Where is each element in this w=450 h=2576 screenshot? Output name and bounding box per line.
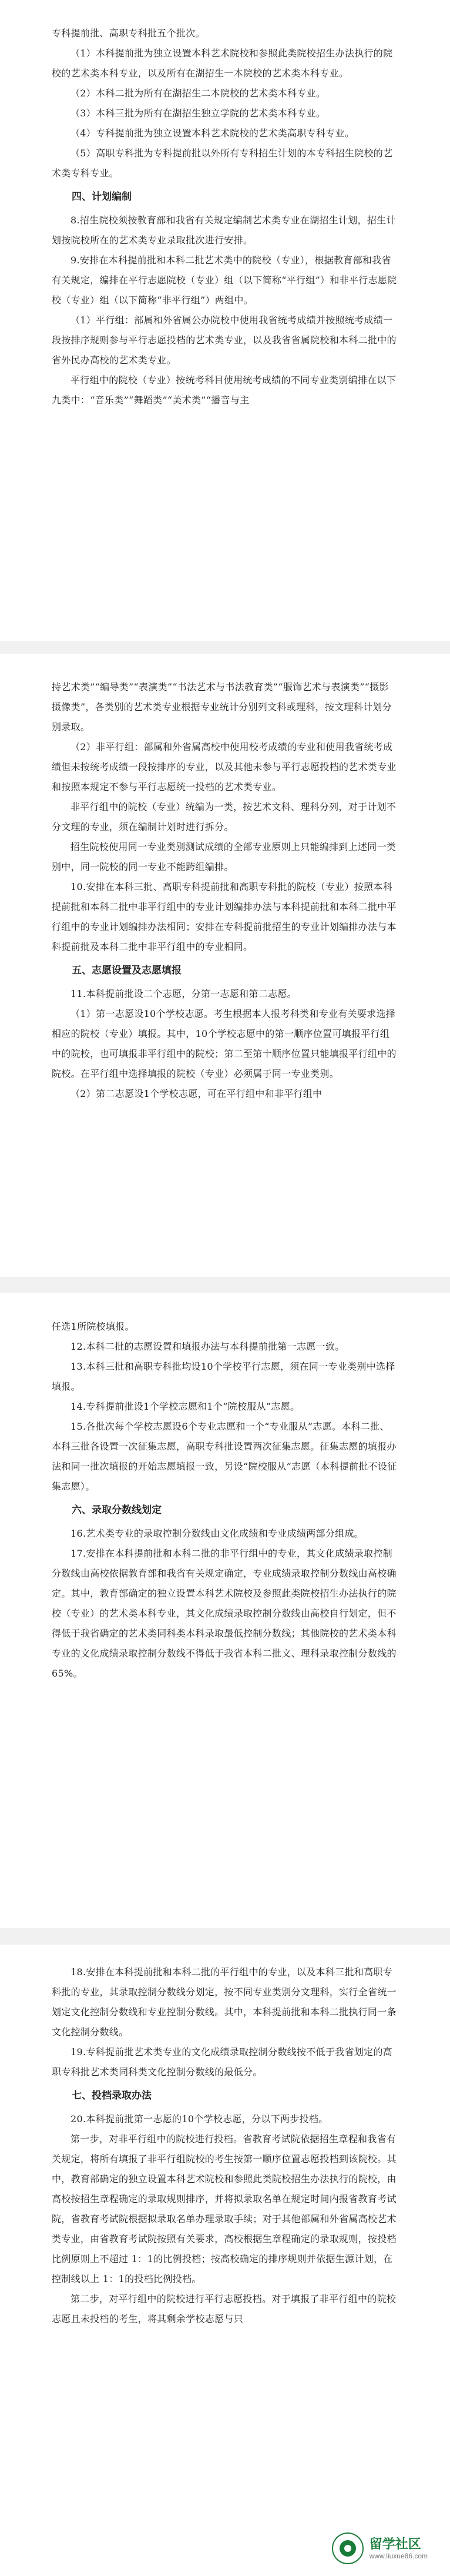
paragraph: 8.招生院校须按教育部和我省有关规定编制艺术类专业在湖招生计划，招生计划按院校所在的艺术类专业录取批次进行安排。 bbox=[52, 215, 396, 246]
paragraph: （5）高职专科批为专科提前批以外所有专科招生计划的本专科招生院校的艺术类专科专业。 bbox=[52, 148, 393, 179]
section-heading: 五、志愿设置及志愿填报 bbox=[72, 965, 182, 976]
paragraph: 13.本科三批和高职专科批均设10个学校平行志愿，须在同一专业类别中选择填报。 bbox=[52, 1361, 395, 1392]
paragraph: 17.安排在本科提前批和本科二批的非平行组中的专业，其文化成绩录取控制分数线由高校依据教育部和我省有关规定确定，专业成绩录取控制分数线由高校确定。其中，教育部确定的独立设置本科艺术院校及参照此类院校招生办法执行的院校（专业）的艺术类本科专业，其文化成绩录取控制分数线由高校自行划定，但不得低于我省确定的艺术类同科类本科录取最低控制分数线；其他院校的艺术类本科专业的文化成绩录取控制分数线不得低于我省本科二批文、理科录取控制分数线的65%。 bbox=[52, 1548, 397, 1679]
page-2-content bbox=[0, 654, 450, 1104]
page-2 bbox=[0, 654, 450, 1277]
page-separator bbox=[0, 641, 450, 654]
page-1-content bbox=[0, 0, 450, 410]
paragraph: 第二步，对平行组中的院校进行平行志愿投档。对于填报了非平行组中的院校志愿且未投档的考生，将其剩余学校志愿与只 bbox=[52, 2293, 397, 2324]
paragraph: （1）平行组：部属和外省属公办院校中使用我省统考成绩并按照统考成绩一段按排序规则参与平行志愿投档的艺术类专业，以及我省省属院校和本科二批中的省外民办高校的艺术类专业。 bbox=[52, 315, 397, 366]
paragraph: 20.本科提前批第一志愿的10个学校志愿，分以下两步投档。 bbox=[70, 2113, 328, 2125]
page-1 bbox=[0, 0, 450, 641]
paragraph: 持艺术类”“编导类”“表演类”“书法艺术与书法教育类”“服饰艺术与表演类”“摄影摄像类”，各类别的艺术类专业根据专业统计分别列文科或理科，按文理科计划分别录取。 bbox=[52, 681, 392, 732]
paragraph: 专科提前批、高职专科批五个批次。 bbox=[52, 28, 205, 39]
page-3-content bbox=[0, 1293, 450, 1684]
page-separator bbox=[0, 1928, 450, 1945]
paragraph: 9.安排在本科提前批和本科二批艺术类中的院校（专业），根据教育部和我省有关规定，编排在平行志愿院校（专业）组（以下简称“平行组”）和非平行志愿院校（专业）组（以下简称“非平行组”）两组中。 bbox=[52, 255, 397, 306]
paragraph: （3）本科三批为所有在湖招生独立学院的艺术类本科专业。 bbox=[70, 108, 326, 119]
page-4 bbox=[0, 1945, 450, 2576]
paragraph: 16.艺术类专业的录取控制分数线由文化成绩和专业成绩两部分组成。 bbox=[70, 1528, 364, 1539]
paragraph: 招生院校使用同一专业类别测试成绩的全部专业原则上只能编排到上述同一类别中，同一院校的同一专业不能跨组编排。 bbox=[52, 841, 397, 872]
paragraph: （4）专科提前批为独立设置本科艺术院校的艺术类高职专科专业。 bbox=[70, 128, 355, 139]
paragraph: 18.安排在本科提前批和本科二批的平行组中的专业，以及本科三批和高职专科批的专业，其录取控制分数线分划定，按不同专业类别分文理科，实行全省统一划定文化控制分数线和专业控制分数线。其中，本科提前批和本科二批执行同一条文化控制分数线。 bbox=[52, 1966, 397, 2038]
paragraph: 12.本科二批的志愿设置和填报办法与本科提前批第一志愿一致。 bbox=[70, 1341, 345, 1352]
paragraph: （2）第二志愿设1个学校志愿，可在平行组中和非平行组中 bbox=[70, 1088, 323, 1099]
paragraph: （1）本科提前批为独立设置本科艺术院校和参照此类院校招生办法执行的院校的艺术类本科专业，以及所有在湖招生一本院校的艺术类本科专业。 bbox=[52, 48, 393, 79]
paragraph: 14.专科提前批设1个学校志愿和1个“院校服从”志愿。 bbox=[70, 1401, 300, 1412]
paragraph: 11.本科提前批设二个志愿，分第一志愿和第二志愿。 bbox=[70, 988, 297, 999]
brand-name: 留学社区 bbox=[369, 2537, 421, 2551]
brand-logo-icon bbox=[332, 2532, 364, 2564]
brand-url: www.liuxue86.com bbox=[369, 2552, 428, 2560]
section-heading: 四、计划编制 bbox=[72, 191, 132, 203]
paragraph: （2）本科二批为所有在湖招生二本院校的艺术类本科专业。 bbox=[70, 88, 326, 99]
watermark bbox=[332, 2532, 428, 2564]
paragraph: 10.安排在本科三批、高职专科提前批和高职专科批的院校（专业）按照本科提前批和本科二批中非平行组中的专业计划编排办法与本科提前批和本科二批中平行组中的专业计划编排办法相同；安排在专科提前批招生的专业计划编排办法与本科提前批及本科二批中非平行组中的专业相同。 bbox=[52, 881, 397, 952]
paragraph: （2）非平行组：部属和外省属高校中使用校考成绩的专业和使用我省统考成绩但未按统考成绩一段按排序的专业，以及其他未参与平行志愿投档的艺术类专业和按照本规定不参与平行志愿统一投档的艺术类专业。 bbox=[52, 741, 397, 792]
paragraph: 第一步，对非平行组中的院校进行投档。省教育考试院依据招生章程和我省有关规定，将所有填报了非平行组院校的考生按第一顺序位置志愿投档到该院校。其中，教育部确定的独立设置本科艺术院校和参照此类院校招生办法执行的院校，由高校按招生章程确定的录取规则排序，并将拟录取名单在规定时间内报省教育考试院，省教育考试院根据拟录取名单办理录取手续；对于其他部属和外省属高校艺术类专业，由省教育考试院按照有关要求，高校根据生章程确定的录取规则，按投档比例原则上不超过 1：1的比例投档；按高校确定的排序规则并依据生源计划，在控制线以上 1：1的投档比例投档。 bbox=[52, 2133, 397, 2284]
section-heading: 六、录取分数线划定 bbox=[72, 1504, 162, 1516]
paragraph: （1）第一志愿设10个学校志愿。考生根据本人报考科类和专业有关要求选择相应的院校（专业）填报。其中，10个学校志愿中的第一顺序位置可填报平行组中的院校，也可填报非平行组中的院校；第二至第十顺序位置只能填报平行组中的院校。在平行组中选择填报的院校（专业）必须属于同一专业类别。 bbox=[52, 1008, 397, 1079]
page-3 bbox=[0, 1293, 450, 1928]
paragraph: 任选1所院校填报。 bbox=[52, 1321, 135, 1332]
page-4-content bbox=[0, 1945, 450, 2329]
paragraph: 15.各批次每个学校志愿设6个专业志愿和一个“专业服从”志愿。本科二批、本科三批各设置一次征集志愿，高职专科批设置两次征集志愿。征集志愿的填报办法和同一批次填报的开始志愿填报一致，另设“院校服从”志愿（本科提前批不设征集志愿）。 bbox=[52, 1421, 397, 1492]
page-separator bbox=[0, 1277, 450, 1293]
paragraph: 平行组中的院校（专业）按统考科目使用统考成绩的不同专业类别编排在以下九类中：“音乐类”“舞蹈类”“美术类”“播音与主 bbox=[52, 374, 397, 406]
section-heading: 七、投档录取办法 bbox=[72, 2090, 152, 2102]
paragraph: 19.专科提前批艺术类专业的文化成绩录取控制分数线按不低于我省划定的高职专科批艺术类同科类文化控制分数线的最低分。 bbox=[52, 2046, 392, 2077]
paragraph: 非平行组中的院校（专业）统编为一类，按艺术文科、理科分列，对于计划不分文理的专业，须在编制计划时进行拆分。 bbox=[52, 801, 397, 832]
